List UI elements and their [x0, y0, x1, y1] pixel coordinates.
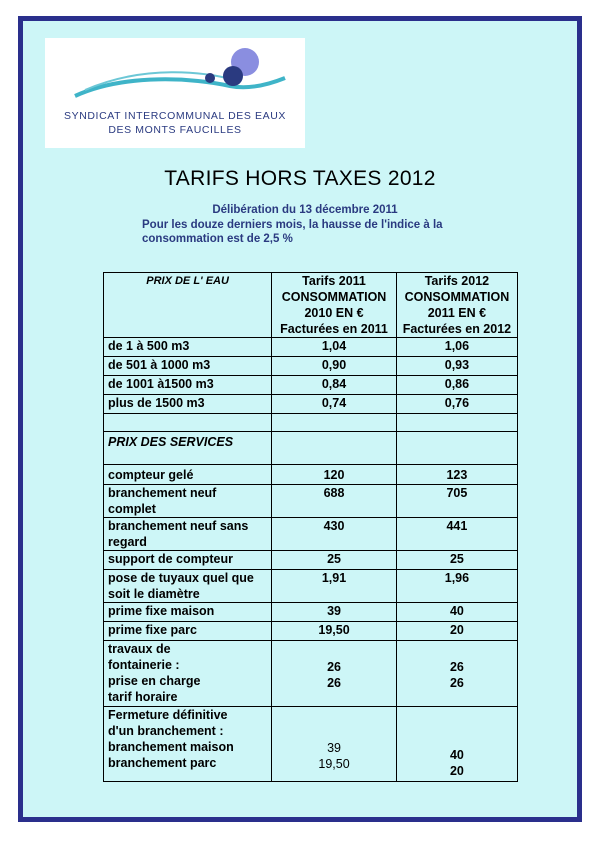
fermeture-row — [104, 707, 518, 782]
header-tarifs-2011 — [272, 273, 397, 338]
value-2012: 26 — [449, 660, 464, 674]
empty-cell — [272, 414, 397, 432]
page-frame — [18, 16, 582, 822]
value-2011: 25 — [272, 551, 397, 570]
value-2012: 123 — [396, 465, 517, 485]
header-water-price: PRIX DE L' EAU — [104, 273, 272, 338]
table-row — [104, 551, 518, 570]
spacer-row — [104, 414, 518, 432]
header-2011-line: Tarifs 2011 — [302, 274, 366, 288]
table-header-row — [104, 273, 518, 338]
table-row — [104, 465, 518, 485]
row-label-line: branchement parc — [108, 756, 217, 770]
logo-org-line2: DES MONTS FAUCILLES — [108, 124, 242, 136]
row-label: plus de 1500 m3 — [104, 395, 272, 414]
row-label: support de compteur — [104, 551, 272, 570]
value-2011: 688 — [272, 485, 397, 518]
value-2012: 26 — [449, 676, 464, 690]
services-heading-row — [104, 432, 518, 465]
header-tarifs-2012 — [396, 273, 517, 338]
header-2012-line: CONSOMMATION — [404, 290, 510, 304]
row-label-line: travaux de — [108, 642, 171, 656]
row-label: branchement neuf complet — [104, 485, 272, 518]
value-2012: 0,93 — [396, 357, 517, 376]
value-2011: 26 — [327, 676, 341, 690]
row-label: de 501 à 1000 m3 — [104, 357, 272, 376]
fontainerie-row — [104, 641, 518, 707]
value-2011: 39 — [327, 741, 341, 755]
index-note-line2: consommation est de 2,5 % — [142, 233, 293, 245]
value-2011: 39 — [272, 603, 397, 622]
value-2011: 0,74 — [272, 395, 397, 414]
row-label-line: branchement maison — [108, 740, 234, 754]
value-2012: 40 — [449, 748, 464, 762]
value-2012: 25 — [396, 551, 517, 570]
row-label: prime fixe parc — [104, 622, 272, 641]
logo-org-line1: SYNDICAT INTERCOMMUNAL DES EAUX — [63, 110, 287, 122]
row-label: compteur gelé — [104, 465, 272, 485]
row-label-line: Fermeture définitive — [108, 708, 228, 722]
empty-cell — [396, 432, 517, 465]
table-row — [104, 622, 518, 641]
value-2011: 1,91 — [272, 570, 397, 603]
tariff-table — [103, 272, 518, 782]
row-label-line: tarif horaire — [108, 690, 178, 704]
value-2012: 0,76 — [396, 395, 517, 414]
value-2012: 1,06 — [396, 338, 517, 357]
empty-cell — [272, 432, 397, 465]
index-note-line1: Pour les douze derniers mois, la hausse de l'indice à la — [142, 219, 443, 231]
fermeture-2012 — [396, 707, 517, 782]
value-2011: 26 — [327, 660, 341, 674]
empty-cell — [396, 414, 517, 432]
table-row — [104, 518, 518, 551]
value-2011: 0,84 — [272, 376, 397, 395]
row-label: de 1001 à1500 m3 — [104, 376, 272, 395]
value-2012: 705 — [396, 485, 517, 518]
value-2011: 19,50 — [318, 757, 350, 771]
header-2011-line: Facturées en 2011 — [280, 322, 388, 336]
fermeture-2011 — [272, 707, 397, 782]
header-2011-line: 2010 EN € — [304, 306, 364, 320]
value-2011: 1,04 — [272, 338, 397, 357]
table-row — [104, 395, 518, 414]
header-2011-line: CONSOMMATION — [281, 290, 387, 304]
page-title: TARIFS HORS TAXES 2012 — [164, 167, 436, 190]
header-2012-line: 2011 EN € — [427, 306, 487, 320]
value-2012: 20 — [449, 764, 464, 778]
deliberation-date: Délibération du 13 décembre 2011 — [212, 204, 398, 216]
services-heading: PRIX DES SERVICES — [104, 432, 272, 465]
value-2011: 0,90 — [272, 357, 397, 376]
value-2011: 430 — [272, 518, 397, 551]
table-row — [104, 338, 518, 357]
value-2012: 20 — [396, 622, 517, 641]
value-2012: 40 — [396, 603, 517, 622]
logo — [45, 38, 305, 148]
row-label: pose de tuyaux quel que soit le diamètre — [104, 570, 272, 603]
row-label-line: d'un branchement : — [108, 724, 224, 738]
empty-cell — [104, 414, 272, 432]
header-2012-line: Facturées en 2012 — [402, 322, 512, 336]
fontainerie-2012 — [396, 641, 517, 707]
value-2011: 19,50 — [272, 622, 397, 641]
value-2011: 120 — [272, 465, 397, 485]
table-row — [104, 485, 518, 518]
fontainerie-label — [104, 641, 272, 707]
index-note — [142, 218, 472, 246]
row-label: de 1 à 500 m3 — [104, 338, 272, 357]
value-2012: 441 — [396, 518, 517, 551]
row-label-line: prise en charge — [108, 674, 201, 688]
logo-wave-icon — [45, 38, 305, 110]
row-label: prime fixe maison — [104, 603, 272, 622]
table-row — [104, 603, 518, 622]
row-label-line: fontainerie : — [108, 658, 180, 672]
fermeture-label — [104, 707, 272, 782]
fontainerie-2011 — [272, 641, 397, 707]
table-row — [104, 376, 518, 395]
table-row — [104, 357, 518, 376]
value-2012: 1,96 — [396, 570, 517, 603]
table-row — [104, 570, 518, 603]
header-2012-line: Tarifs 2012 — [424, 274, 490, 288]
row-label: branchement neuf sans regard — [104, 518, 272, 551]
value-2012: 0,86 — [396, 376, 517, 395]
